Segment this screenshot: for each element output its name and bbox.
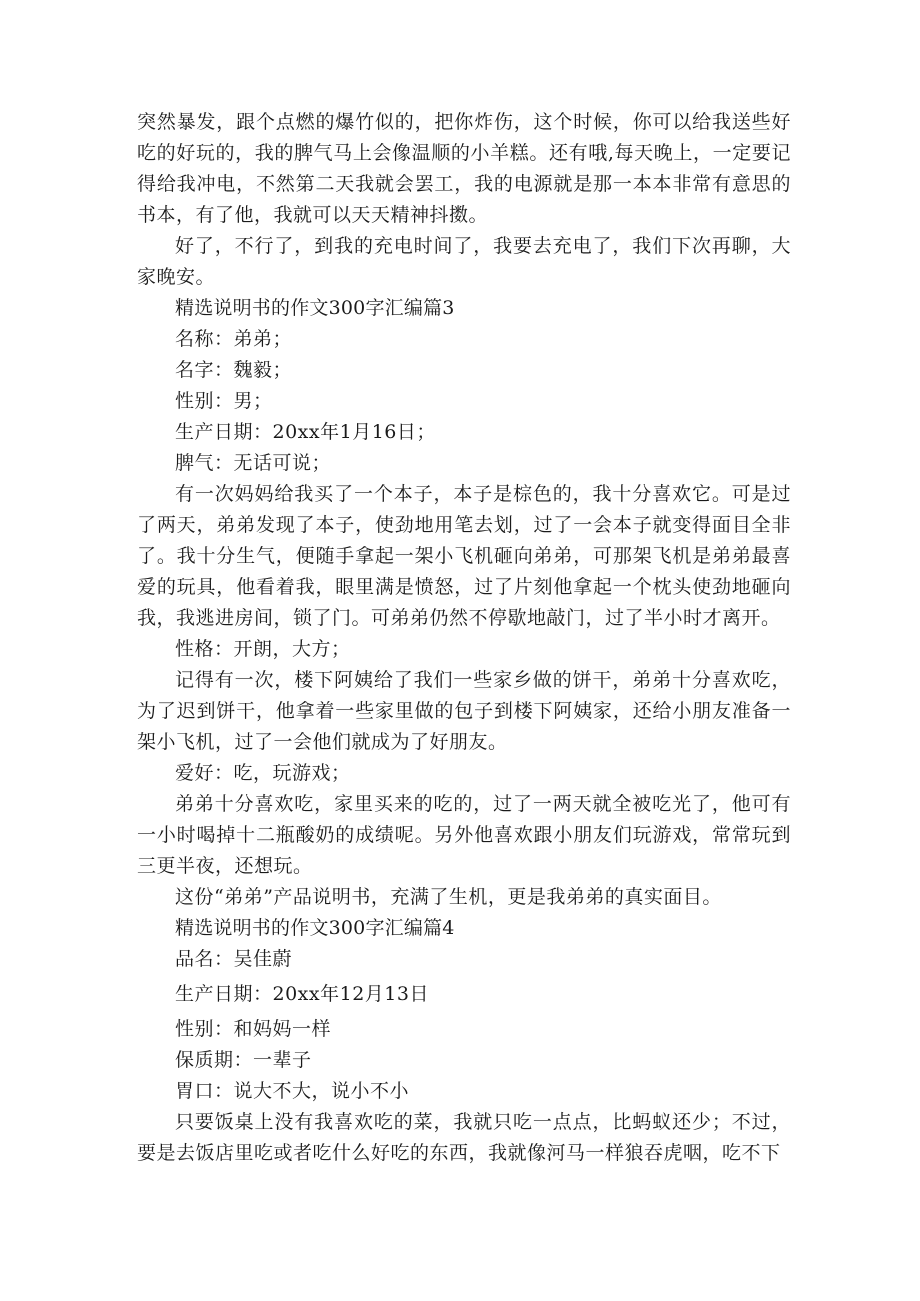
paragraph-summary: 这份“弟弟”产品说明书，充满了生机，更是我弟弟的真实面目。 (175, 886, 722, 908)
paragraph-appetite-story: 只要饭桌上没有我喜欢吃的菜，我就只吃一点点，比蚂蚁还少；不过，要是去饭店里吃或者吃什么好吃的东西，我就像河马一样狼吞虎咽，吃不下 (137, 1111, 791, 1164)
section-heading-3: 精选说明书的作文300字汇编篇3 (175, 297, 455, 319)
paragraph-story-biscuits: 记得有一次，楼下阿姨给了我们一些家乡做的饼干，弟弟十分喜欢吃，为了迟到饼干，他拿着一些家里做的包子到楼下阿姨家，还给小朋友准备一架小飞机，过了一会他们就成为了好朋友。 (137, 669, 791, 753)
paragraph-closing: 好了，不行了，到我的充电时间了，我要去充电了，我们下次再聊，大家晚安。 (137, 235, 791, 288)
paragraph-story-eating: 弟弟十分喜欢吃，家里买来的吃的，过了一两天就全被吃光了，他可有一小时喝掉十二瓶酸奶的成绩呢。另外他喜欢跟小朋友们玩游戏，常常玩到三更半夜，还想玩。 (137, 793, 791, 877)
section-heading-4: 精选说明书的作文300字汇编篇4 (175, 917, 455, 939)
field-product-name: 品名：吴佳蔚 (175, 948, 293, 970)
field-birth-date: 生产日期：20xx年1月16日； (175, 421, 436, 443)
paragraph-story-notebook: 有一次妈妈给我买了一个本子，本子是棕色的，我十分喜欢它。可是过了两天，弟弟发现了本子，使劲地用笔去划，过了一会本子就变得面目全非了。我十分生气，便随手拿起一架小飞机砸向弟弟，可那架飞机是弟弟最喜爱的玩具，他看着我，眼里满是愤怒，过了片刻他拿起一个枕头使劲地砸向我，我逃进房间，锁了门。可弟弟仍然不停歇地敲门，过了半小时才离开。 (137, 483, 791, 629)
document-page (137, 107, 791, 1169)
field-birth-date-4: 生产日期：20xx年12月13日 (175, 983, 429, 1005)
field-gender: 性别：男； (175, 390, 273, 412)
field-gender-4: 性别：和妈妈一样 (175, 1018, 332, 1040)
field-name: 名称：弟弟； (175, 328, 293, 350)
field-temper: 脾气：无话可说； (175, 452, 332, 474)
field-personality: 性格：开朗，大方； (175, 638, 351, 660)
field-given-name: 名字：魏毅； (175, 359, 293, 381)
paragraph-continuation: 突然暴发，跟个点燃的爆竹似的，把你炸伤，这个时候，你可以给我送些好吃的好玩的，我的脾气马上会像温顺的小羊糕。还有哦,每天晚上，一定要记得给我冲电，不然第二天我就会罢工，我的电源就是那一本本非常有意思的书本，有了他，我就可以天天精神抖擞。 (137, 111, 791, 226)
field-shelf-life: 保质期：一辈子 (175, 1049, 312, 1071)
field-appetite: 胃口：说大不大，说小不小 (175, 1080, 410, 1102)
field-hobby: 爱好：吃，玩游戏； (175, 762, 351, 784)
